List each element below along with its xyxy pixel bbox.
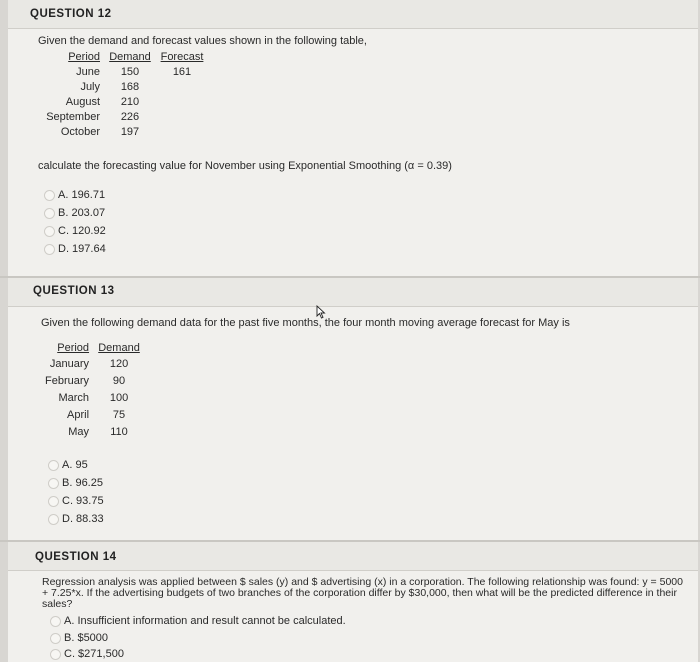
q13-option-d[interactable] <box>48 513 104 525</box>
demand-cell: 120 <box>109 357 129 370</box>
radio-button[interactable] <box>44 244 55 255</box>
demand-cell: 197 <box>120 125 140 138</box>
demand-cell: 168 <box>120 80 140 93</box>
option-label: A. 95 <box>62 459 88 471</box>
period-cell: October <box>60 125 100 138</box>
radio-button[interactable] <box>48 478 59 489</box>
question-14-section <box>8 542 698 662</box>
forecast-cell <box>156 109 208 124</box>
table-header-row <box>38 50 208 64</box>
demand-cell: 150 <box>120 65 140 78</box>
table-row <box>38 79 208 94</box>
demand-cell: 210 <box>120 95 140 108</box>
table-row <box>38 109 208 124</box>
demand-cell: 90 <box>112 374 126 387</box>
period-cell: August <box>65 95 100 108</box>
table-row <box>41 406 145 423</box>
radio-button[interactable] <box>44 208 55 219</box>
question-12-title: QUESTION 12 <box>30 8 112 20</box>
table-row <box>38 94 208 109</box>
q13-option-c[interactable] <box>48 495 104 507</box>
option-label: D. 88.33 <box>62 513 104 525</box>
period-cell: April <box>67 408 90 421</box>
question-14-stem-line-3: sales? <box>42 598 73 610</box>
option-label: A. Insufficient information and result cannot be calculated. <box>64 615 346 627</box>
table-row <box>41 389 145 406</box>
forecast-cell <box>156 79 208 94</box>
table-row <box>38 64 208 79</box>
option-label: A. 196.71 <box>58 189 106 201</box>
radio-button[interactable] <box>48 460 59 471</box>
table-row <box>41 372 145 389</box>
question-12-stem: Given the demand and forecast values shown in the following table, <box>38 35 367 47</box>
option-label: B. $5000 <box>64 632 109 644</box>
period-cell: September <box>46 110 100 123</box>
demand-cell: 110 <box>110 425 128 438</box>
q14-option-b[interactable] <box>50 632 108 644</box>
q13-option-b[interactable] <box>48 477 103 489</box>
column-header-demand: Demand <box>98 342 140 354</box>
table-row <box>41 355 145 372</box>
period-cell: February <box>45 374 90 387</box>
table-row <box>38 124 208 139</box>
column-header-period: Period <box>57 342 90 354</box>
period-cell: January <box>49 357 90 370</box>
radio-button[interactable] <box>50 649 61 660</box>
demand-cell: 75 <box>112 408 126 421</box>
period-cell: May <box>68 425 90 438</box>
question-14-stem-line-1: Regression analysis was applied between $ sales (y) and $ advertising (x) in a corporation. The following relationship was found: y = 5000 <box>42 576 683 588</box>
question-14-stem-line-2: + 7.25*x. If the advertising budgets of two branches of the corporation differ by $30,000, then what will be the predicted difference in their <box>42 587 677 599</box>
forecast-cell: 161 <box>172 65 192 78</box>
forecast-cell <box>156 94 208 109</box>
question-14-title: QUESTION 14 <box>35 551 117 563</box>
radio-button[interactable] <box>48 496 59 507</box>
q12-option-c[interactable] <box>44 225 106 237</box>
table-row <box>41 423 145 440</box>
radio-button[interactable] <box>44 226 55 237</box>
question-13-section <box>8 278 698 540</box>
option-label: B. 96.25 <box>62 477 103 489</box>
mouse-cursor-icon <box>316 305 326 319</box>
option-label: C. 93.75 <box>62 495 104 507</box>
table-header-row <box>41 341 145 355</box>
question-13-stem: Given the following demand data for the past five months, the four month moving average forecast for May is <box>41 317 570 329</box>
radio-button[interactable] <box>44 190 55 201</box>
question-13-title: QUESTION 13 <box>33 285 115 297</box>
option-label: C. 120.92 <box>58 225 106 237</box>
question-12-table <box>38 50 208 139</box>
q13-option-a[interactable] <box>48 459 88 471</box>
period-cell: June <box>76 65 100 78</box>
question-12-section <box>8 0 698 276</box>
option-label: B. 203.07 <box>58 207 106 219</box>
demand-cell: 226 <box>120 110 140 123</box>
q14-option-c[interactable] <box>50 648 124 660</box>
demand-cell: 100 <box>109 391 129 404</box>
q12-option-a[interactable] <box>44 189 105 201</box>
period-cell: March <box>58 391 90 404</box>
column-header-period: Period <box>68 51 100 63</box>
question-12-prompt: calculate the forecasting value for November using Exponential Smoothing (α = 0.39) <box>38 160 452 172</box>
q12-option-b[interactable] <box>44 207 105 219</box>
column-header-demand: Demand <box>109 51 151 63</box>
q14-option-a[interactable] <box>50 615 346 627</box>
question-13-table <box>41 341 145 440</box>
radio-button[interactable] <box>50 616 61 627</box>
column-header-forecast: Forecast <box>160 51 204 63</box>
period-cell: July <box>80 80 100 93</box>
forecast-cell <box>156 124 208 139</box>
q12-option-d[interactable] <box>44 243 106 255</box>
radio-button[interactable] <box>48 514 59 525</box>
option-label: C. $271,500 <box>64 648 124 660</box>
radio-button[interactable] <box>50 633 61 644</box>
option-label: D. 197.64 <box>58 243 106 255</box>
